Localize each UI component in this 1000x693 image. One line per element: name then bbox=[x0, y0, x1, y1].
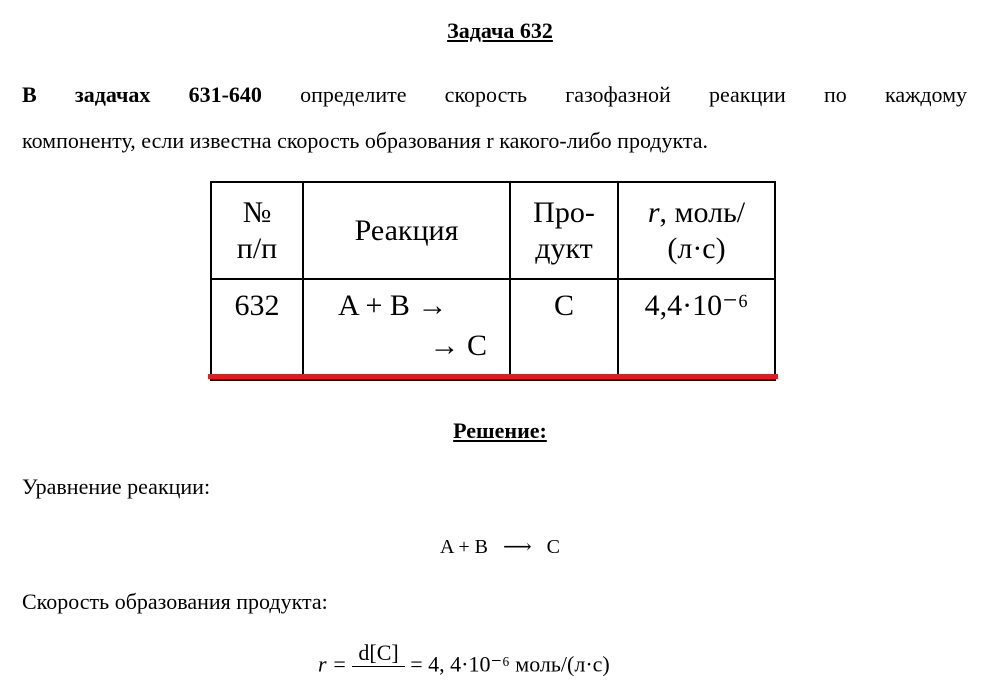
table-row bbox=[211, 279, 775, 380]
cell-rate: 4,4·10⁻⁶ bbox=[618, 279, 775, 380]
header-rate-line1 bbox=[619, 195, 774, 231]
equation-right: C bbox=[546, 536, 560, 558]
header-number bbox=[211, 182, 303, 279]
cell-reaction-line1: A + B → bbox=[338, 289, 448, 322]
header-rate-var: r bbox=[647, 195, 660, 229]
solution-heading: Решение: bbox=[453, 418, 547, 443]
problem-statement bbox=[22, 72, 967, 164]
cell-number: 632 bbox=[211, 279, 303, 380]
header-product bbox=[510, 182, 618, 279]
header-number-line2: п/п bbox=[236, 231, 278, 265]
cell-reaction-line2: → C bbox=[429, 329, 487, 362]
header-rate bbox=[618, 182, 775, 279]
header-reaction: Реакция bbox=[303, 182, 510, 279]
rate-label: Скорость образования продукта: bbox=[22, 589, 328, 614]
red-underline bbox=[208, 374, 778, 379]
task-table bbox=[210, 181, 776, 381]
formula-rhs: = 4, 4·10⁻⁶ моль/(л·с) bbox=[410, 651, 610, 677]
header-product-line2: дукт bbox=[535, 231, 593, 265]
formula-fraction bbox=[352, 640, 404, 693]
header-number-line1: № bbox=[242, 195, 272, 229]
header-rate-unit1: , моль/ bbox=[659, 195, 746, 229]
equation-label: Уравнение реакции: bbox=[22, 474, 211, 499]
formula-denominator bbox=[352, 667, 404, 693]
reaction-equation bbox=[0, 534, 1000, 559]
arrow-icon: ⟶ bbox=[502, 536, 532, 558]
statement-line-1 bbox=[22, 72, 967, 118]
equation-left: A + B bbox=[440, 536, 488, 558]
rate-formula bbox=[318, 640, 610, 693]
header-product-line1: Про- bbox=[533, 195, 595, 229]
statement-rest: определите скорость газофазной реакции по каждому bbox=[300, 82, 968, 107]
header-rate-unit2: (л·с) bbox=[667, 231, 726, 265]
formula-numerator: d[C] bbox=[352, 640, 404, 667]
statement-bold: В задачах 631-640 bbox=[22, 82, 262, 107]
cell-product: C bbox=[510, 279, 618, 380]
formula-lhs: r = bbox=[318, 651, 347, 677]
cell-reaction bbox=[303, 279, 510, 380]
statement-line-2: компоненту, если известна скорость образования r какого-либо продукта. bbox=[22, 128, 709, 153]
page-title: Задача 632 bbox=[447, 18, 553, 43]
table-header-row bbox=[211, 182, 775, 279]
